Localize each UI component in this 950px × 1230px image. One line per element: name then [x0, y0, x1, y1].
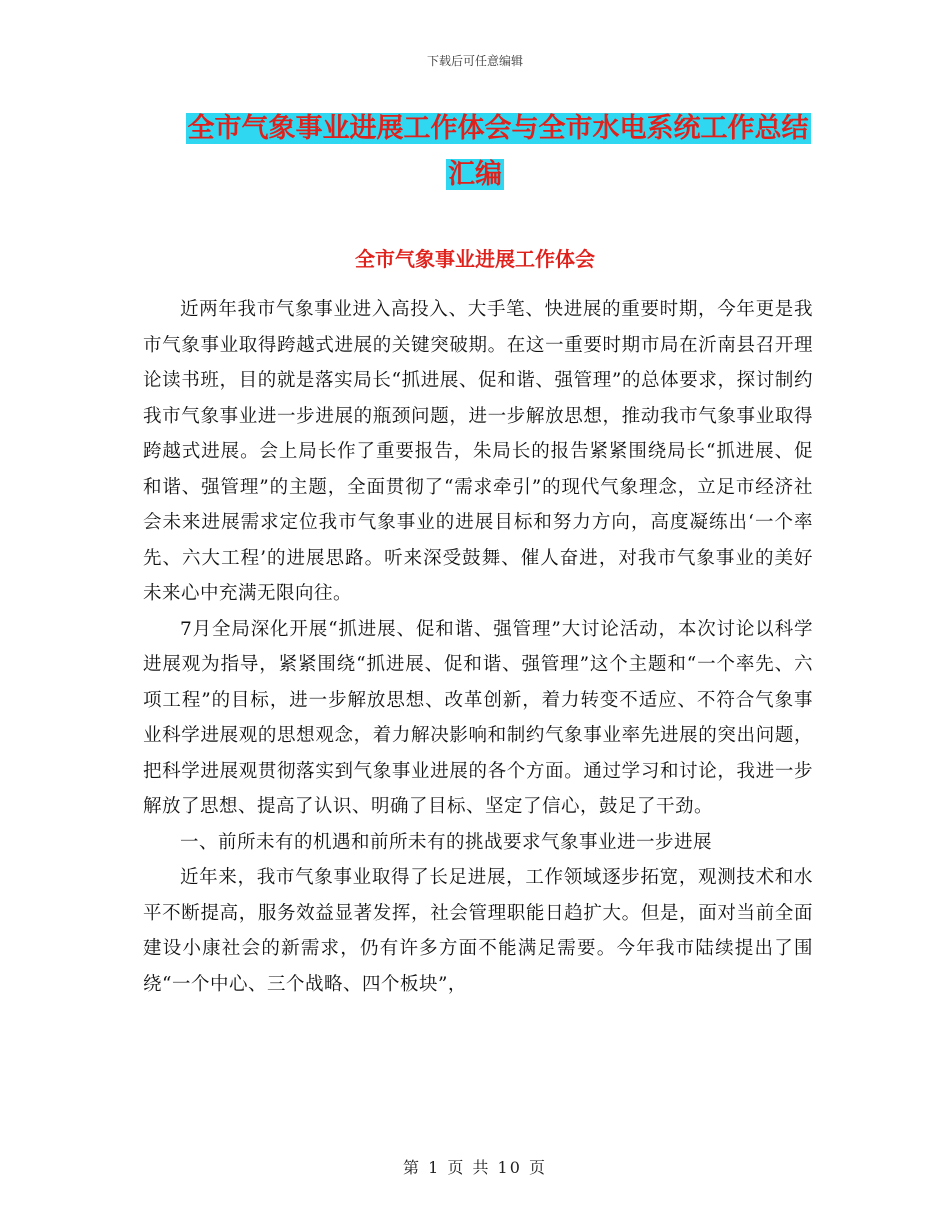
- paragraph-1: 近两年我市气象事业进入高投入、大手笔、快进展的重要时期，今年更是我市气象事业取得跨越式进展的关键突破期。在这一重要时期市局在沂南县召开理论读书班，目的就是落实局长“抓进展、促和谐、强管理”的总体要求，探讨制约我市气象事业进一步进展的瓶颈问题，进一步解放思想，推动我市气象事业取得跨越式进展。会上局长作了重要报告，朱局长的报告紧紧围绕局长“抓进展、促和谐、强管理”的主题，全面贯彻了“需求牵引”的现代气象理念，立足市经济社会未来进展需求定位我市气象事业的进展目标和努力方向，高度凝练出‘一个率先、六大工程’的进展思路。听来深受鼓舞、催人奋进，对我市气象事业的美好未来心中充满无限向往。: [143, 299, 813, 604]
- document-title: [0, 106, 950, 198]
- paragraph-3: 近年来，我市气象事业取得了长足进展，工作领域逐步拓宽，观测技术和水平不断提高，服务效益显著发挥，社会管理职能日趋扩大。但是，面对当前全面建设小康社会的新需求，仍有许多方面不能满足需要。今年我市陆续提出了围绕“一个中心、三个战略、四个板块”，: [143, 867, 813, 995]
- page-footer: 第 1 页 共 10 页: [403, 1158, 547, 1177]
- paragraph-2: 7月全局深化开展“抓进展、促和谐、强管理”大讨论活动，本次讨论以科学进展观为指导，紧紧围绕“抓进展、促和谐、强管理”这个主题和“一个率先、六项工程”的目标，进一步解放思想、改革创新，着力转变不适应、不符合气象事业科学进展观的思想观念，着力解决影响和制约气象事业率先进展的突出问题，把科学进展观贯彻落实到气象事业进展的各个方面。通过学习和讨论，我进一步解放了思想、提高了认识、明确了目标、坚定了信心，鼓足了干劲。: [143, 618, 813, 817]
- document-body: [143, 292, 813, 1002]
- section-heading-1: 一、前所未有的机遇和前所未有的挑战要求气象事业进一步进展: [180, 831, 713, 853]
- document-title-line2: 汇编: [448, 159, 502, 190]
- section-title: 全市气象事业进展工作体会: [355, 247, 595, 271]
- document-title-line1: 全市气象事业进展工作体会与全市水电系统工作总结: [187, 113, 809, 144]
- page-header-note: 下载后可任意编辑: [426, 54, 523, 68]
